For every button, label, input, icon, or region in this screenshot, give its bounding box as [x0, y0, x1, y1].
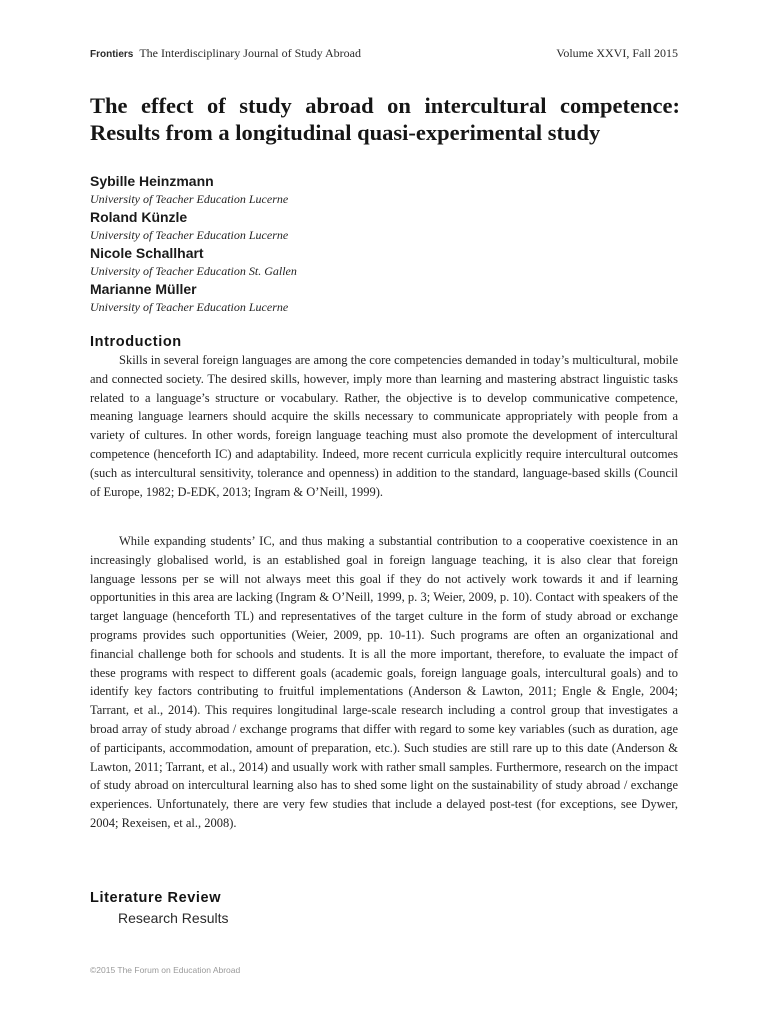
body-paragraph: While expanding students’ IC, and thus making a substantial contribution to a cooperative coexistence in an increasingly globalised world, is an established goal in foreign language teaching, it is also clear that foreign language lessons per se will not always meet this goal if they do not actively work towards it and if learning opportunities in this area are lacking (Ingram & O’Neill, 1999, p. 3; Weier, 2009, p. 10). Contact with speakers of the target language (henceforth TL) and representatives of the target culture in the form of study abroad or exchange programs provides such opportunities (Weier, 2009, pp. 10-11). Such programs are often an organizational and financial challenge both for schools and students. It is all the more important, therefore, to evaluate the impact of these programs with respect to different goals (academic goals, foreign language goals, intercultural goals) and to identify key factors contributing to fruitful implementations (Anderson & Lawton, 2011; Engle & Engle, 2004; Tarrant, et al., 2014). This requires longitudinal large-scale research including a control group that investigates a broad array of study abroad / exchange programs that differ with regard to some key variables (such as duration, age of participants, accommodation, amount of preparation, etc.). Such studies are still rare up to this date (Anderson & Lawton, 2011; Tarrant, et al., 2014) and usually work with rather small samples. Furthermore, research on the impact of study abroad on intercultural learning also has to shed some light on the sustainability of study abroad / exchange experiences. Unfortunately, there are very few studies that include a delayed post-test (for exceptions, see Dywer, 2004; Rexeisen, et al., 2008).	[90, 534, 678, 830]
copyright-footer: ©2015 The Forum on Education Abroad	[90, 965, 241, 975]
author-affiliation: University of Teacher Education Lucerne	[90, 228, 289, 242]
author-affiliation: University of Teacher Education St. Gallen	[90, 264, 297, 278]
volume-info: Volume XXVI, Fall 2015	[556, 46, 678, 60]
literature-review-heading: Literature Review	[90, 890, 222, 906]
author-name: Nicole Schallhart	[90, 245, 204, 261]
author-affiliation: University of Teacher Education Lucerne	[90, 300, 289, 314]
introduction-heading: Introduction	[90, 334, 182, 350]
author-affiliation: University of Teacher Education Lucerne	[90, 192, 289, 206]
author-name: Marianne Müller	[90, 281, 197, 297]
running-header	[90, 46, 678, 62]
article-title: The effect of study abroad on intercultural competence: Results from a longitudinal quasi-experimental study	[90, 93, 680, 145]
author-name: Sybille Heinzmann	[90, 173, 214, 189]
body-paragraph: Skills in several foreign languages are among the core competencies demanded in today’s multicultural, mobile and connected society. The desired skills, however, imply more than learning and mastering abstract linguistic tasks related to a language’s structure or vocabulary. Rather, the objective is to develop communicative competence, meaning language learners should acquire the skills necessary to communicate appropriately with people from a variety of cultures. In other words, foreign language teaching must also promote the development of intercultural competence (henceforth IC) and adaptability. Indeed, more recent curricula explicitly require intercultural outcomes (such as intercultural sensitivity, tolerance and openness) in addition to the standard, language-based skills (Council of Europe, 1982; D-EDK, 2013; Ingram & O’Neill, 1999).	[90, 353, 678, 499]
journal-brand: Frontiers	[90, 49, 134, 60]
journal-name: The Interdisciplinary Journal of Study Abroad	[139, 46, 361, 60]
research-results-subheading: Research Results	[118, 910, 229, 926]
author-name: Roland Künzle	[90, 209, 188, 225]
author-list	[90, 172, 650, 316]
